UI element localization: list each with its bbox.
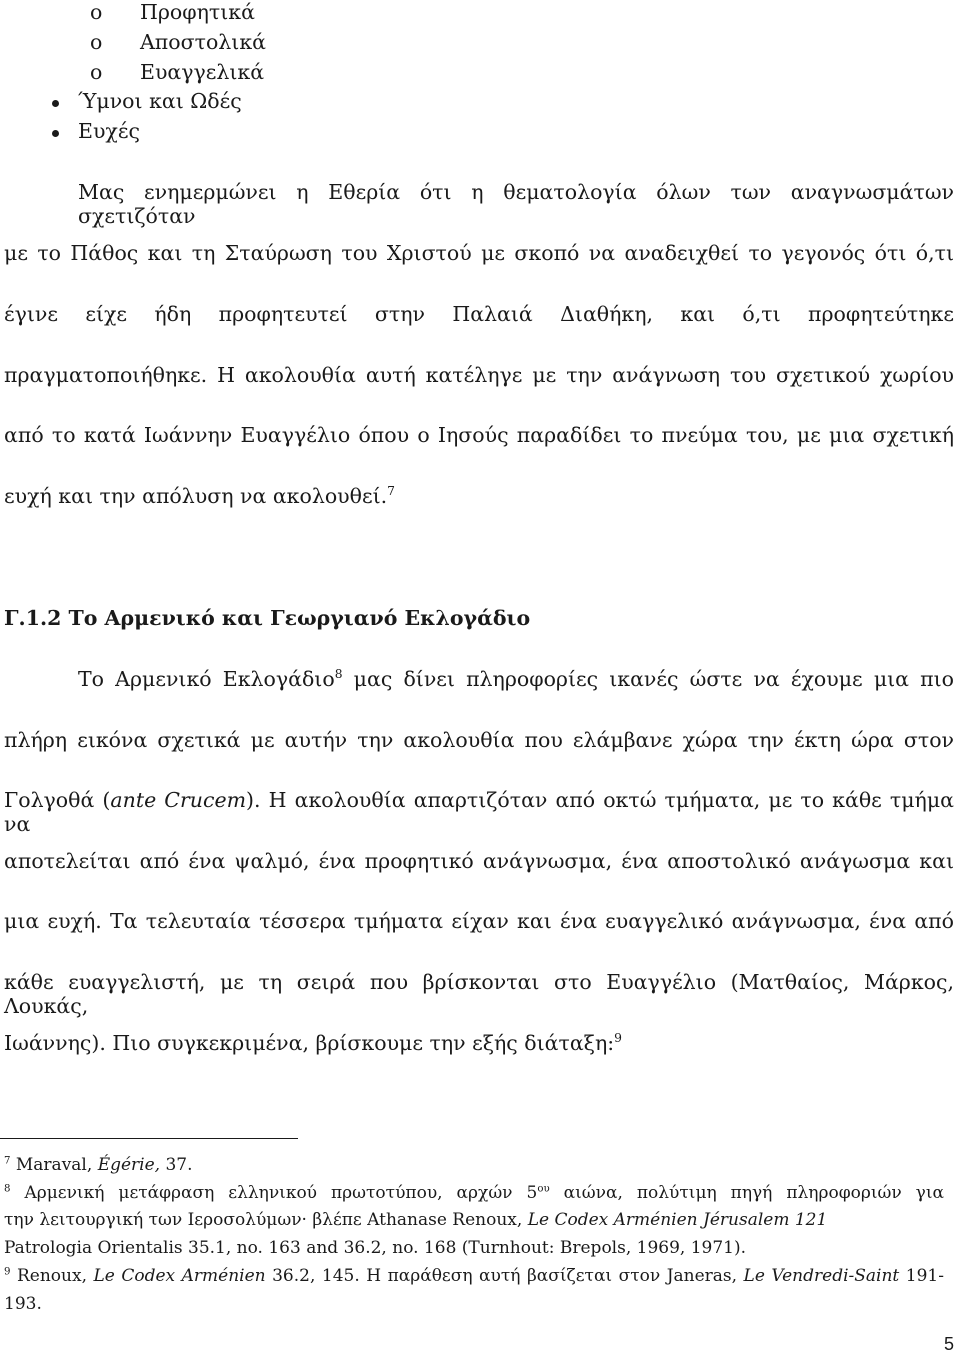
bullet-dot-icon xyxy=(52,130,59,137)
footnote-separator xyxy=(0,1138,298,1139)
list-item: Ευχές xyxy=(78,119,140,143)
section-heading: Γ.1.2 Το Αρμενικό και Γεωργιανό Εκλογάδιο xyxy=(4,606,531,630)
footnote-8-line xyxy=(4,1183,944,1203)
footnote-text: Renoux, xyxy=(10,1266,94,1286)
paragraph-line xyxy=(4,788,954,836)
footnote-title: Le Vendredi-Saint xyxy=(743,1266,900,1286)
paragraph-line: έγινε είχε ήδη προφητευτεί στην Παλαιά Διαθήκη, και ό,τι προφητεύτηκε xyxy=(4,302,954,326)
paragraph-text: μας δίνει πληροφορίες ικανές ώστε να έχουμε μια πιο xyxy=(342,667,955,691)
paragraph-text: Το Αρμενικό Εκλογάδιο xyxy=(78,667,335,691)
footnote-text: Αρμενική μετάφραση ελληνικού πρωτοτύπου, αρχών 5 xyxy=(10,1183,538,1203)
footnote-number: 8 xyxy=(4,1183,11,1195)
footnote-9-line xyxy=(4,1266,944,1286)
paragraph-line: με το Πάθος και τη Σταύρωση του Χριστού με σκοπό να αναδειχθεί το γεγονός ότι ό,τι xyxy=(4,241,954,265)
footnote-text: 191- xyxy=(899,1266,944,1286)
paragraph-text: Ιωάννης). Πιο συγκεκριμένα, βρίσκουμε την εξής διάταξη: xyxy=(4,1031,615,1055)
footnote-title: Égérie, xyxy=(97,1155,161,1175)
footnote-title: Le Codex Arménien Jérusalem 121 xyxy=(527,1210,828,1230)
footnote-ref: 9 xyxy=(614,1031,622,1046)
footnote-text: 36.2, 145. Η παράθεση αυτή βασίζεται στον Janeras, xyxy=(265,1266,744,1286)
paragraph-line: πλήρη εικόνα σχετικά με αυτήν την ακολουθία που ελάμβανε χώρα την έκτη ώρα στον xyxy=(4,728,954,752)
paragraph-line: Μας ενημερμώνει η Εθερία ότι η θεματολογία όλων των αναγνωσμάτων σχετιζόταν xyxy=(78,180,954,228)
footnote-number: 7 xyxy=(4,1155,11,1167)
page-number: 5 xyxy=(943,1334,954,1354)
list-marker-o: o xyxy=(90,0,103,24)
paragraph-line: από το κατά Ιωάννην Ευαγγέλιο όπου ο Ιησούς παραδίδει το πνεύμα του, με μια σχετική xyxy=(4,423,954,447)
footnote-8-line xyxy=(4,1210,827,1230)
paragraph-last-line xyxy=(4,1031,622,1055)
list-marker-o: o xyxy=(90,60,103,84)
paragraph-text: ). Η ακολουθία απαρτιζόταν από οκτώ τμήματα, με το κάθε τμήμα να xyxy=(4,788,954,836)
footnote-9-line: 193. xyxy=(4,1294,42,1314)
footnote-title: Le Codex Arménien xyxy=(93,1266,266,1286)
paragraph-text: ευχή και την απόλυση να ακολουθεί. xyxy=(4,484,388,508)
list-marker-o: o xyxy=(90,30,103,54)
list-item: Ύμνοι και Ωδές xyxy=(78,89,242,113)
footnote-ref: 7 xyxy=(387,484,395,499)
paragraph-line: μια ευχή. Τα τελευταία τέσσερα τμήματα είχαν και ένα ευαγγελικό ανάγνωσμα, ένα από xyxy=(4,909,954,933)
footnote-text: την λειτουργική των Ιεροσολύμων· βλέπε Athanase Renoux, xyxy=(4,1210,528,1230)
list-subitem-text: Αποστολικά xyxy=(140,30,266,54)
footnote-text: αιώνα, πολύτιμη πηγή πληροφοριών για xyxy=(549,1183,944,1203)
footnote-text: 37. xyxy=(160,1155,193,1175)
paragraph-line: αποτελείται από ένα ψαλμό, ένα προφητικό ανάγνωσμα, ένα αποστολικό ανάγωσμα και xyxy=(4,849,954,873)
footnote-8-line: Patrologia Orientalis 35.1, no. 163 and 36.2, no. 168 (Turnhout: Brepols, 1969, 1971). xyxy=(4,1238,747,1258)
footnote-7 xyxy=(4,1155,193,1175)
footnote-number: 9 xyxy=(4,1266,11,1278)
latin-term: ante Crucem xyxy=(110,788,247,812)
list-subitem-text: Προφητικά xyxy=(140,0,255,24)
paragraph-last-line xyxy=(4,484,395,508)
bullet-dot-icon xyxy=(52,100,59,107)
paragraph-text: Γολγοθά ( xyxy=(4,788,111,812)
footnote-superscript: ου xyxy=(537,1183,550,1195)
list-subitem-text: Ευαγγελικά xyxy=(140,60,265,84)
paragraph-line: πραγματοποιήθηκε. Η ακολουθία αυτή κατέληγε με την ανάγνωση του σχετικού χωρίου xyxy=(4,363,954,387)
footnote-ref: 8 xyxy=(334,667,343,682)
footnote-text: Maraval, xyxy=(10,1155,98,1175)
paragraph-line: κάθε ευαγγελιστή, με τη σειρά που βρίσκονται στο Ευαγγέλιο (Ματθαίος, Μάρκος, Λουκάς, xyxy=(4,970,954,1018)
paragraph-line xyxy=(78,667,954,691)
